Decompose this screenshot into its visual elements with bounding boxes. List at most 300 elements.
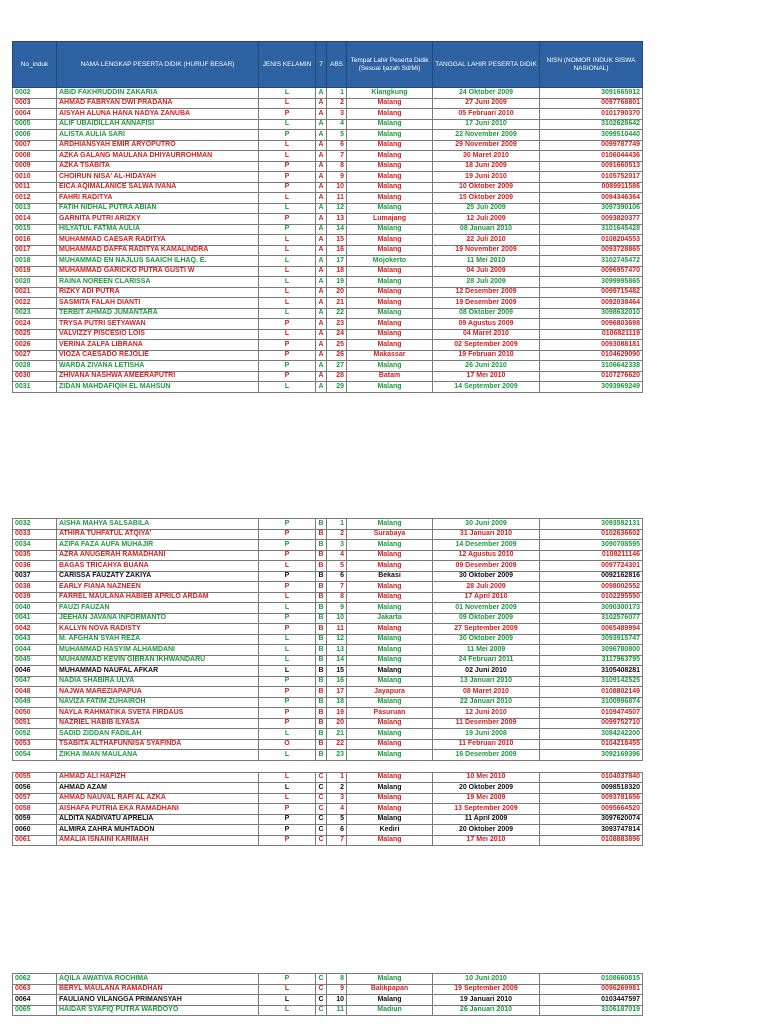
- cell-tempat-lahir: Malang: [347, 298, 433, 309]
- cell-tanggal-lahir: 16 Desember 2009: [433, 750, 540, 761]
- cell-kelas: C: [316, 783, 327, 794]
- cell-tempat-lahir: Malang: [347, 308, 433, 319]
- cell-kelas: B: [316, 582, 327, 593]
- header-abs: ABS: [327, 42, 347, 88]
- cell-nisn: 0096957470: [540, 266, 643, 277]
- cell-jenis-kelamin: L: [259, 645, 316, 656]
- cell-jenis-kelamin: P: [259, 350, 316, 361]
- cell-tempat-lahir: Malang: [347, 203, 433, 214]
- cell-tempat-lahir: Malang: [347, 540, 433, 551]
- cell-abs: 5: [327, 814, 347, 825]
- cell-abs: 13: [327, 214, 347, 225]
- cell-kelas: A: [316, 235, 327, 246]
- cell-tempat-lahir: Malang: [347, 161, 433, 172]
- cell-tempat-lahir: Malang: [347, 729, 433, 740]
- cell-kelas: A: [316, 151, 327, 162]
- cell-kelas: A: [316, 182, 327, 193]
- cell-nama: ARDHIANSYAH EMIR ARYOPUTRO: [57, 140, 259, 151]
- cell-nisn: 0107276620: [540, 371, 643, 382]
- cell-tempat-lahir: Malang: [347, 995, 433, 1006]
- cell-nisn: 0103447597: [540, 995, 643, 1006]
- cell-tempat-lahir: Makassar: [347, 350, 433, 361]
- cell-tanggal-lahir: 13 Januari 2010: [433, 676, 540, 687]
- gap-cell: [433, 760, 540, 772]
- cell-jenis-kelamin: L: [259, 277, 316, 288]
- cell-abs: 4: [327, 119, 347, 130]
- cell-tanggal-lahir: 30 Oktober 2009: [433, 571, 540, 582]
- cell-no-induk: 0064: [13, 995, 57, 1006]
- cell-no-induk: 0025: [13, 329, 57, 340]
- cell-tanggal-lahir: 19 Februari 2010: [433, 350, 540, 361]
- cell-tempat-lahir: Malang: [347, 382, 433, 393]
- cell-abs: 6: [327, 571, 347, 582]
- cell-kelas: A: [316, 277, 327, 288]
- cell-kelas: C: [316, 835, 327, 846]
- cell-nisn: 3098632010: [540, 308, 643, 319]
- cell-kelas: B: [316, 613, 327, 624]
- cell-abs: 11: [327, 624, 347, 635]
- cell-no-induk: 0036: [13, 561, 57, 572]
- cell-jenis-kelamin: L: [259, 561, 316, 572]
- cell-kelas: A: [316, 119, 327, 130]
- cell-tempat-lahir: Surabaya: [347, 529, 433, 540]
- cell-tanggal-lahir: 11 Mei 2009: [433, 645, 540, 656]
- cell-no-induk: 0011: [13, 182, 57, 193]
- cell-kelas: C: [316, 995, 327, 1006]
- cell-nisn: 0089911586: [540, 182, 643, 193]
- cell-nama: FATIH NIDHAL PUTRA ABIAN: [57, 203, 259, 214]
- cell-jenis-kelamin: L: [259, 772, 316, 783]
- cell-no-induk: 0037: [13, 571, 57, 582]
- cell-tempat-lahir: Malang: [347, 561, 433, 572]
- cell-nama: M. AFGHAN SYAH REZA: [57, 634, 259, 645]
- cell-tempat-lahir: Malang: [347, 603, 433, 614]
- cell-nama: FAUZI FAUZAN: [57, 603, 259, 614]
- cell-abs: 2: [327, 783, 347, 794]
- cell-no-induk: 0027: [13, 350, 57, 361]
- cell-nama: ALDITA NADIVATU APRELIA: [57, 814, 259, 825]
- cell-tanggal-lahir: 30 Oktober 2009: [433, 634, 540, 645]
- cell-nisn: 3092169396: [540, 750, 643, 761]
- cell-no-induk: 0006: [13, 130, 57, 141]
- cell-jenis-kelamin: P: [259, 540, 316, 551]
- table-row: [13, 98, 643, 109]
- cell-kelas: A: [316, 224, 327, 235]
- cell-abs: 20: [327, 718, 347, 729]
- table-row: [13, 783, 643, 794]
- cell-no-induk: 0043: [13, 634, 57, 645]
- cell-nisn: 0092162816: [540, 571, 643, 582]
- cell-jenis-kelamin: L: [259, 193, 316, 204]
- cell-jenis-kelamin: P: [259, 835, 316, 846]
- cell-tanggal-lahir: 19 Juni 2008: [433, 729, 540, 740]
- table-row: [13, 835, 643, 846]
- cell-jenis-kelamin: P: [259, 624, 316, 635]
- cell-tempat-lahir: Malang: [347, 645, 433, 656]
- table-row: [13, 592, 643, 603]
- cell-kelas: A: [316, 308, 327, 319]
- cell-abs: 17: [327, 256, 347, 267]
- cell-nama: SASMITA FALAH DIANTI: [57, 298, 259, 309]
- cell-abs: 20: [327, 287, 347, 298]
- cell-tanggal-lahir: 09 Agustus 2009: [433, 319, 540, 330]
- cell-jenis-kelamin: P: [259, 519, 316, 530]
- cell-kelas: A: [316, 319, 327, 330]
- cell-no-induk: 0053: [13, 739, 57, 750]
- cell-abs: 6: [327, 825, 347, 836]
- cell-kelas: A: [316, 98, 327, 109]
- cell-nisn: 0093088181: [540, 340, 643, 351]
- cell-kelas: A: [316, 88, 327, 99]
- cell-abs: 23: [327, 750, 347, 761]
- cell-no-induk: 0055: [13, 772, 57, 783]
- cell-jenis-kelamin: P: [259, 687, 316, 698]
- cell-abs: 4: [327, 804, 347, 815]
- cell-tanggal-lahir: 12 Agustus 2010: [433, 550, 540, 561]
- cell-tempat-lahir: Malang: [347, 329, 433, 340]
- cell-no-induk: 0038: [13, 582, 57, 593]
- table-row: [13, 582, 643, 593]
- cell-nisn: 0104037840: [540, 772, 643, 783]
- cell-tanggal-lahir: 04 Maret 2010: [433, 329, 540, 340]
- cell-abs: 18: [327, 697, 347, 708]
- cell-tempat-lahir: Batam: [347, 371, 433, 382]
- cell-nama: CARISSA FAUZATY ZAKIYA: [57, 571, 259, 582]
- table-row: [13, 308, 643, 319]
- cell-nisn: 0106044436: [540, 151, 643, 162]
- cell-no-induk: 0060: [13, 825, 57, 836]
- cell-nama: AHMAD FABRYAN DWI PRADANA: [57, 98, 259, 109]
- cell-abs: 15: [327, 666, 347, 677]
- table-row: [13, 613, 643, 624]
- cell-tanggal-lahir: 08 Oktober 2009: [433, 308, 540, 319]
- cell-nisn: 3100996874: [540, 697, 643, 708]
- cell-kelas: C: [316, 772, 327, 783]
- cell-nisn: 3102576077: [540, 613, 643, 624]
- cell-tanggal-lahir: 05 Februari 2010: [433, 109, 540, 120]
- cell-nama: ALMIRA ZAHRA MUHTADON: [57, 825, 259, 836]
- table-row: [13, 676, 643, 687]
- cell-abs: 10: [327, 995, 347, 1006]
- cell-tanggal-lahir: 24 Oktober 2009: [433, 88, 540, 99]
- table-row: [13, 109, 643, 120]
- table-row: [13, 193, 643, 204]
- cell-nama: MUHAMMAD HASYIM ALHAMDANI: [57, 645, 259, 656]
- cell-no-induk: 0023: [13, 308, 57, 319]
- cell-nisn: 3093592131: [540, 519, 643, 530]
- table-row: [13, 655, 643, 666]
- cell-tempat-lahir: Malang: [347, 793, 433, 804]
- cell-jenis-kelamin: P: [259, 804, 316, 815]
- cell-tanggal-lahir: 27 September 2009: [433, 624, 540, 635]
- cell-tanggal-lahir: 17 Mei 2010: [433, 371, 540, 382]
- cell-tempat-lahir: Kediri: [347, 825, 433, 836]
- cell-nama: AZIFA FAZA AUFA MUHAJIR: [57, 540, 259, 551]
- cell-nisn: 3099510440: [540, 130, 643, 141]
- cell-no-induk: 0054: [13, 750, 57, 761]
- cell-jenis-kelamin: L: [259, 592, 316, 603]
- cell-tanggal-lahir: 19 Juni 2010: [433, 172, 540, 183]
- cell-nama: AHMAD AZAM: [57, 783, 259, 794]
- cell-no-induk: 0010: [13, 172, 57, 183]
- table-row: [13, 519, 643, 530]
- cell-kelas: B: [316, 655, 327, 666]
- cell-nisn: 3097620074: [540, 814, 643, 825]
- cell-tempat-lahir: Lumajang: [347, 214, 433, 225]
- cell-nama: MUHAMMAD GARICKO PUTRA GUSTI W: [57, 266, 259, 277]
- cell-nisn: 3093915747: [540, 634, 643, 645]
- cell-tempat-lahir: Klangkung: [347, 88, 433, 99]
- cell-nama: ZIDAN MAHDAFIQIH EL MAHSUN: [57, 382, 259, 393]
- cell-jenis-kelamin: L: [259, 329, 316, 340]
- cell-nama: NAZRIEL HABIB ILYASA: [57, 718, 259, 729]
- cell-jenis-kelamin: L: [259, 655, 316, 666]
- cell-no-induk: 0056: [13, 783, 57, 794]
- cell-tempat-lahir: Malang: [347, 224, 433, 235]
- cell-nisn: 0094346364: [540, 193, 643, 204]
- cell-no-induk: 0062: [13, 974, 57, 985]
- cell-tanggal-lahir: 19 September 2009: [433, 984, 540, 995]
- student-table-class-c-continued: [12, 973, 643, 1016]
- gap-cell: [57, 760, 259, 772]
- cell-tanggal-lahir: 01 November 2009: [433, 603, 540, 614]
- cell-tempat-lahir: Malang: [347, 814, 433, 825]
- cell-kelas: C: [316, 793, 327, 804]
- cell-jenis-kelamin: P: [259, 582, 316, 593]
- cell-nama: AQILA AWATIVA ROCHIMA: [57, 974, 259, 985]
- cell-tanggal-lahir: 24 Februari 2011: [433, 655, 540, 666]
- cell-nisn: 0096803698: [540, 319, 643, 330]
- cell-kelas: B: [316, 529, 327, 540]
- cell-tanggal-lahir: 30 Maret 2010: [433, 151, 540, 162]
- cell-nama: AISYAH ALUNA HANA NADYA ZANUBA: [57, 109, 259, 120]
- cell-kelas: A: [316, 266, 327, 277]
- cell-jenis-kelamin: L: [259, 287, 316, 298]
- table-row: [13, 793, 643, 804]
- cell-abs: 16: [327, 676, 347, 687]
- cell-nisn: 3106642338: [540, 361, 643, 372]
- cell-tempat-lahir: Malang: [347, 182, 433, 193]
- cell-tempat-lahir: Malang: [347, 140, 433, 151]
- cell-tanggal-lahir: 28 Juli 2009: [433, 277, 540, 288]
- cell-nisn: 3099995865: [540, 277, 643, 288]
- cell-nisn: 0092038464: [540, 298, 643, 309]
- cell-tanggal-lahir: 10 Mei 2010: [433, 772, 540, 783]
- table-row: [13, 984, 643, 995]
- header-nisn: NISN (NOMOR INDUK SISWA NASIONAL): [540, 42, 643, 88]
- cell-no-induk: 0048: [13, 687, 57, 698]
- cell-tempat-lahir: Malang: [347, 550, 433, 561]
- cell-tempat-lahir: Malang: [347, 582, 433, 593]
- cell-nisn: 3093747814: [540, 825, 643, 836]
- cell-nama: AHMAD ALI HAFIZH: [57, 772, 259, 783]
- table-row: [13, 739, 643, 750]
- cell-kelas: B: [316, 718, 327, 729]
- cell-nama: GARNITA PUTRI ARIZKY: [57, 214, 259, 225]
- cell-kelas: B: [316, 750, 327, 761]
- cell-nisn: 0106821119: [540, 329, 643, 340]
- cell-no-induk: 0030: [13, 371, 57, 382]
- cell-abs: 3: [327, 540, 347, 551]
- cell-nama: AZKA GALANG MAULANA DHIYAURROHMAN: [57, 151, 259, 162]
- cell-nisn: 0098002552: [540, 582, 643, 593]
- cell-jenis-kelamin: P: [259, 130, 316, 141]
- cell-tempat-lahir: Malang: [347, 634, 433, 645]
- cell-no-induk: 0024: [13, 319, 57, 330]
- cell-tempat-lahir: Malang: [347, 340, 433, 351]
- cell-abs: 7: [327, 151, 347, 162]
- cell-no-induk: 0052: [13, 729, 57, 740]
- cell-no-induk: 0013: [13, 203, 57, 214]
- cell-tempat-lahir: Balikpapan: [347, 984, 433, 995]
- header-kelas: 7: [316, 42, 327, 88]
- cell-abs: 1: [327, 772, 347, 783]
- cell-tanggal-lahir: 19 Mei 2009: [433, 793, 540, 804]
- cell-jenis-kelamin: L: [259, 140, 316, 151]
- cell-nisn: 3102745472: [540, 256, 643, 267]
- cell-kelas: A: [316, 350, 327, 361]
- cell-jenis-kelamin: P: [259, 814, 316, 825]
- cell-no-induk: 0019: [13, 266, 57, 277]
- cell-nisn: 0097724301: [540, 561, 643, 572]
- cell-abs: 5: [327, 130, 347, 141]
- cell-nama: TERBIT AHMAD JUMANTARA: [57, 308, 259, 319]
- cell-nisn: 0091660513: [540, 161, 643, 172]
- cell-kelas: A: [316, 361, 327, 372]
- table-row: [13, 172, 643, 183]
- cell-no-induk: 0039: [13, 592, 57, 603]
- cell-jenis-kelamin: L: [259, 750, 316, 761]
- table-row: [13, 382, 643, 393]
- cell-tanggal-lahir: 26 Juni 2010: [433, 361, 540, 372]
- cell-kelas: A: [316, 130, 327, 141]
- cell-nisn: 0102295550: [540, 592, 643, 603]
- table-row: [13, 729, 643, 740]
- cell-abs: 21: [327, 298, 347, 309]
- cell-tempat-lahir: Malang: [347, 835, 433, 846]
- cell-jenis-kelamin: P: [259, 974, 316, 985]
- cell-jenis-kelamin: L: [259, 88, 316, 99]
- cell-kelas: A: [316, 193, 327, 204]
- cell-nisn: 3102628642: [540, 119, 643, 130]
- cell-nama: SADID ZIDDAN FADILAH: [57, 729, 259, 740]
- table-row: [13, 203, 643, 214]
- cell-abs: 12: [327, 634, 347, 645]
- cell-abs: 18: [327, 266, 347, 277]
- cell-tanggal-lahir: 14 Desember 2009: [433, 540, 540, 551]
- cell-jenis-kelamin: L: [259, 119, 316, 130]
- cell-kelas: B: [316, 666, 327, 677]
- cell-abs: 22: [327, 308, 347, 319]
- cell-tanggal-lahir: 20 Oktober 2009: [433, 825, 540, 836]
- table-row: [13, 687, 643, 698]
- cell-nama: NAVIZA FATIM ZUHAIROH: [57, 697, 259, 708]
- cell-nama: KALLYN NOVA RADISTY: [57, 624, 259, 635]
- cell-nisn: 0095664520: [540, 804, 643, 815]
- cell-tanggal-lahir: 09 Oktober 2009: [433, 613, 540, 624]
- table-row: [13, 319, 643, 330]
- cell-tempat-lahir: Malang: [347, 151, 433, 162]
- cell-abs: 7: [327, 835, 347, 846]
- cell-tanggal-lahir: 26 Januari 2010: [433, 1005, 540, 1016]
- cell-kelas: A: [316, 140, 327, 151]
- cell-no-induk: 0016: [13, 235, 57, 246]
- header-tanggal-lahir: TANGGAL LAHIR PESERTA DIDIK: [433, 42, 540, 88]
- cell-jenis-kelamin: L: [259, 151, 316, 162]
- cell-kelas: A: [316, 340, 327, 351]
- cell-kelas: A: [316, 161, 327, 172]
- cell-jenis-kelamin: P: [259, 109, 316, 120]
- cell-kelas: B: [316, 540, 327, 551]
- table-row: [13, 624, 643, 635]
- cell-nama: NAJWA MAREZIAPAPUA: [57, 687, 259, 698]
- cell-tempat-lahir: Mojokerto: [347, 256, 433, 267]
- cell-tanggal-lahir: 22 Januari 2010: [433, 697, 540, 708]
- table-row: [13, 645, 643, 656]
- cell-no-induk: 0022: [13, 298, 57, 309]
- cell-no-induk: 0042: [13, 624, 57, 635]
- cell-tanggal-lahir: 12 Juni 2010: [433, 708, 540, 719]
- cell-nama: BAGAS TRICAHYA BUANA: [57, 561, 259, 572]
- cell-tanggal-lahir: 28 Juli 2009: [433, 582, 540, 593]
- cell-no-induk: 0050: [13, 708, 57, 719]
- cell-tanggal-lahir: 11 Mei 2010: [433, 256, 540, 267]
- cell-jenis-kelamin: P: [259, 718, 316, 729]
- cell-tempat-lahir: Pasuruan: [347, 708, 433, 719]
- cell-kelas: B: [316, 687, 327, 698]
- table-row: [13, 697, 643, 708]
- cell-abs: 4: [327, 550, 347, 561]
- table-row: [13, 974, 643, 985]
- cell-tempat-lahir: Malang: [347, 697, 433, 708]
- cell-no-induk: 0033: [13, 529, 57, 540]
- cell-jenis-kelamin: L: [259, 382, 316, 393]
- cell-tempat-lahir: Bekasi: [347, 571, 433, 582]
- cell-kelas: A: [316, 245, 327, 256]
- table-row: [13, 750, 643, 761]
- cell-tempat-lahir: Jakarta: [347, 613, 433, 624]
- cell-abs: 9: [327, 172, 347, 183]
- cell-abs: 11: [327, 193, 347, 204]
- cell-no-induk: 0004: [13, 109, 57, 120]
- cell-nama: MUHAMMAD DAFFA RADITYA KAMALINDRA: [57, 245, 259, 256]
- cell-nama: ZHIVANA NASHWA AMEERAPUTRI: [57, 371, 259, 382]
- cell-nama: HILYATUL FATMA AULIA: [57, 224, 259, 235]
- cell-jenis-kelamin: P: [259, 676, 316, 687]
- cell-nisn: 0109474507: [540, 708, 643, 719]
- cell-abs: 5: [327, 561, 347, 572]
- cell-no-induk: 0058: [13, 804, 57, 815]
- cell-tanggal-lahir: 14 September 2009: [433, 382, 540, 393]
- table-row: [13, 540, 643, 551]
- table-row: [13, 529, 643, 540]
- cell-jenis-kelamin: L: [259, 298, 316, 309]
- cell-tanggal-lahir: 11 Desember 2009: [433, 718, 540, 729]
- cell-nama: BERYL MAULANA RAMADHAN: [57, 984, 259, 995]
- cell-kelas: B: [316, 624, 327, 635]
- cell-nisn: 0104218455: [540, 739, 643, 750]
- cell-no-induk: 0035: [13, 550, 57, 561]
- cell-nisn: 3101645428: [540, 224, 643, 235]
- cell-nama: CHOIRUN NISA' AL-HIDAYAH: [57, 172, 259, 183]
- cell-nama: MUHAMMAD NAUFAL AFKAR: [57, 666, 259, 677]
- cell-abs: 23: [327, 319, 347, 330]
- gap-cell: [13, 760, 57, 772]
- table-row: [13, 287, 643, 298]
- cell-tanggal-lahir: 12 Juli 2009: [433, 214, 540, 225]
- table-row: [13, 182, 643, 193]
- cell-abs: 3: [327, 109, 347, 120]
